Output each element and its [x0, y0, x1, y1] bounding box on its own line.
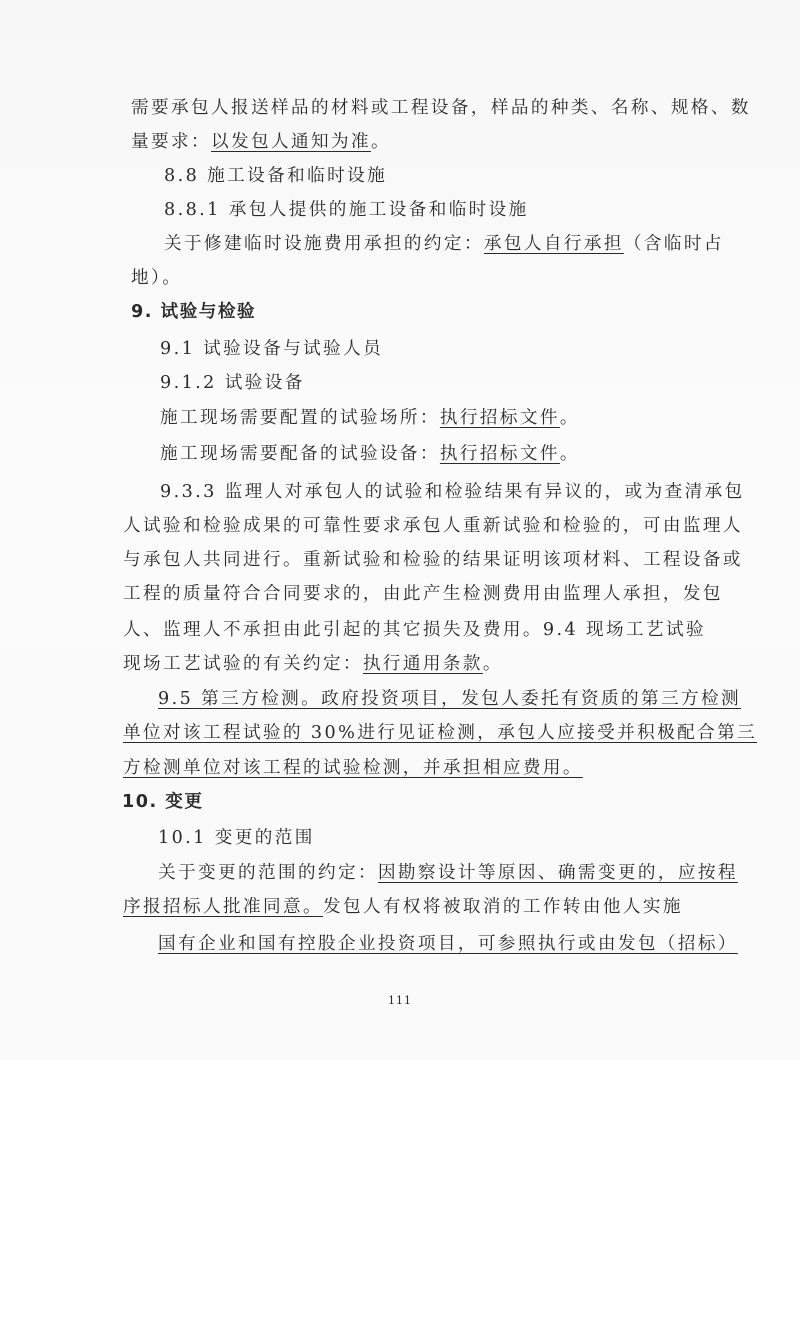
- text-line: [123, 511, 743, 541]
- subsection-heading: 9.1.2 试验设备: [160, 373, 305, 393]
- underlined-answer: 序报招标人批准同意。: [123, 897, 323, 917]
- text-segment: 现场工艺试验的有关约定：: [123, 654, 363, 674]
- text-line: [131, 93, 751, 123]
- text-line: [123, 649, 503, 679]
- underlined-answer: 执行招标文件: [439, 408, 560, 428]
- underlined-answer: 执行招标文件: [439, 444, 560, 464]
- text-line: [158, 684, 741, 714]
- text-line: [160, 403, 580, 433]
- text-segment: 。: [482, 654, 503, 674]
- text-segment: 施工现场需要配置的试验场所：: [160, 408, 440, 428]
- text-segment: 9.5 第三方检测。政府投资项目，发包人委托有资质的第三方检测: [158, 689, 742, 709]
- section-heading: 8.8 施工设备和临时设施: [164, 166, 388, 186]
- text-segment: 与承包人共同进行。重新试验和检验的结果证明该项材料、工程设备或: [123, 550, 743, 570]
- text-segment: 单位对该工程试验的 30%进行见证检测，承包人应接受并积极配合第三: [123, 723, 758, 743]
- text-segment: 。: [559, 444, 580, 464]
- text-line: [123, 615, 706, 645]
- text-segment: 地）。: [131, 268, 183, 288]
- text-line: [131, 263, 182, 293]
- chapter-heading: 9. 试验与检验: [131, 302, 257, 322]
- text-segment: （含临时占: [623, 234, 724, 254]
- text-line: [123, 545, 743, 575]
- text-segment: 9.3.3 监理人对承包人的试验和检验结果有异议的，或为查清承包: [160, 482, 745, 502]
- section-heading: 9.1 试验设备与试验人员: [160, 339, 384, 359]
- subsection-heading: 8.8.1 承包人提供的施工设备和临时设施: [164, 200, 529, 220]
- text-segment: 发包人有权将被取消的工作转由他人实施: [322, 897, 683, 917]
- text-segment: 关于变更的范围的约定：: [158, 863, 378, 883]
- text-segment: 国有企业和国有控股企业投资项目，可参照执行或由发包（招标）: [158, 934, 738, 954]
- text-segment: 关于修建临时设施费用承担的约定：: [164, 234, 484, 254]
- text-segment: 。: [559, 408, 580, 428]
- text-line: [160, 439, 580, 469]
- underlined-answer: 以发包人通知为准: [210, 132, 371, 152]
- chapter-heading: 10. 变更: [122, 792, 204, 812]
- text-segment: 需要承包人报送样品的材料或工程设备，样品的种类、名称、规格、数: [131, 98, 751, 118]
- text-line: [160, 477, 745, 507]
- text-segment: 。: [370, 132, 391, 152]
- text-segment: 工程的质量符合合同要求的，由此产生检测费用由监理人承担，发包: [123, 584, 723, 604]
- text-line: [123, 753, 583, 783]
- text-line: [158, 929, 738, 959]
- text-segment: 施工现场需要配备的试验设备：: [160, 444, 440, 464]
- underlined-answer: 执行通用条款: [362, 654, 483, 674]
- text-line: [123, 892, 683, 922]
- text-segment: 人试验和检验成果的可靠性要求承包人重新试验和检验的，可由监理人: [123, 516, 743, 536]
- text-segment: 量要求：: [131, 132, 211, 152]
- text-line: [123, 718, 757, 748]
- text-line: [123, 579, 723, 609]
- text-segment: 人、监理人不承担由此引起的其它损失及费用。9.4 现场工艺试验: [123, 620, 707, 640]
- underlined-answer: 因勘察设计等原因、确需变更的，应按程: [377, 863, 738, 883]
- text-line: [131, 127, 391, 157]
- text-segment: 方检测单位对该工程的试验检测，并承担相应费用。: [123, 758, 583, 778]
- page-number: 111: [388, 994, 412, 1007]
- text-line: [158, 858, 738, 888]
- underlined-answer: 承包人自行承担: [483, 234, 624, 254]
- text-line: [164, 229, 724, 259]
- section-heading: 10.1 变更的范围: [158, 828, 315, 848]
